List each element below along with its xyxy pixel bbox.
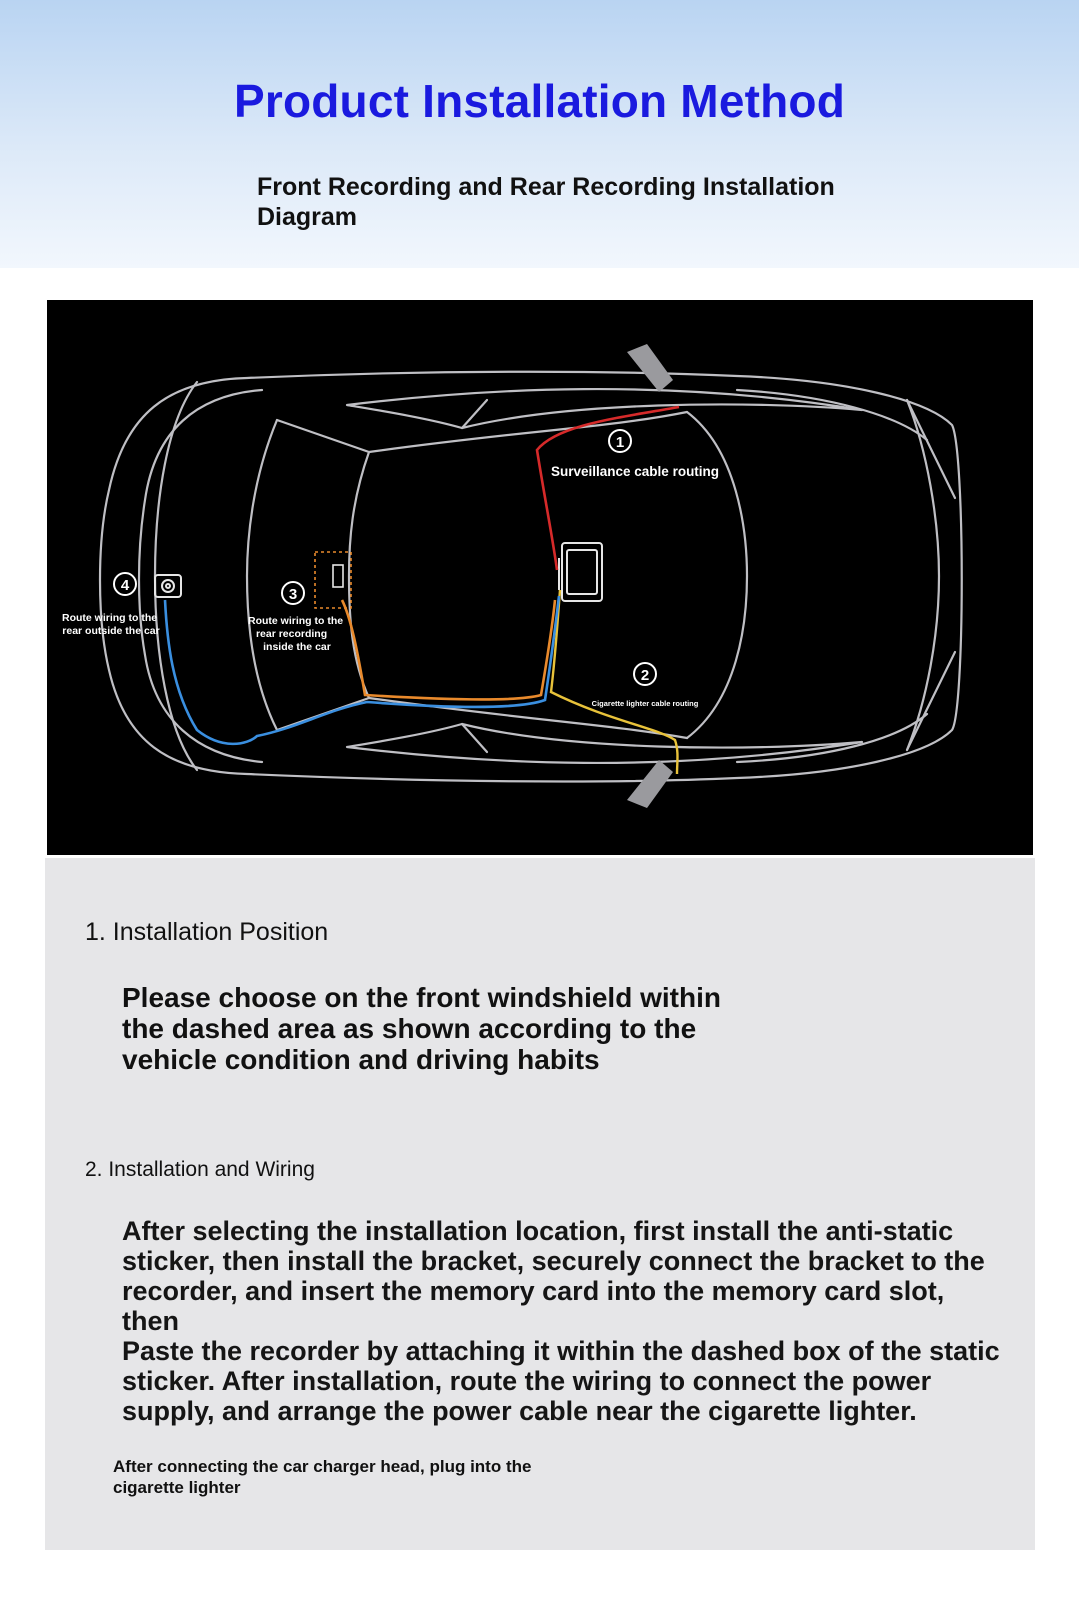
svg-text:2: 2: [640, 667, 650, 684]
svg-text:3: 3: [288, 586, 298, 603]
rear-inside-camera-icon: [333, 565, 343, 587]
rear-outside-camera-icon: [155, 575, 181, 597]
step-3-marker: [282, 582, 304, 604]
section-1-text: Please choose on the front windshield within the dashed area as shown according to the vehicle condition and driving habits: [122, 982, 721, 1075]
step-2-marker: [634, 663, 656, 685]
cable-rear-inside-orange: [342, 600, 555, 700]
step-2-label: Cigarette lighter cable routing: [591, 699, 699, 708]
section-2-text-a: After selecting the installation location, first install the anti-static sticker, then install the bracket, securely connect the bracket to the recorder, and insert the memory card into the memory card slot, then: [122, 1216, 985, 1336]
mirror-bottom-icon: [627, 760, 673, 808]
step-1-marker: [609, 430, 631, 452]
installation-diagram: [47, 300, 1033, 855]
section-1-heading: 1. Installation Position: [85, 918, 329, 946]
mirror-top-icon: [627, 344, 673, 392]
diagram-subtitle: Front Recording and Rear Recording Installation Diagram: [257, 173, 835, 231]
step-3-label: Route wiring to the rear recording inside the car: [248, 615, 344, 653]
instructions-panel: [45, 858, 1035, 1550]
page-title: Product Installation Method: [233, 75, 846, 127]
step-4-label: Route wiring to the rear outside the car: [62, 612, 160, 637]
car-wiring-svg: [47, 300, 1033, 855]
section-2-text-b: Paste the recorder by attaching it within the dashed box of the static sticker. After installation, route the wiring to connect the power supply, and arrange the power cable near the cigarette lighter.: [122, 1336, 1000, 1426]
dashcam-icon: [559, 543, 602, 601]
cable-rear-outside-blue: [165, 596, 559, 744]
svg-text:4: 4: [120, 577, 130, 594]
section-2-heading: 2. Installation and Wiring: [85, 1158, 315, 1181]
page-header: [0, 0, 1079, 268]
car-outline: [100, 372, 962, 782]
step-4-marker: [114, 573, 136, 595]
cable-surveillance-red: [537, 407, 679, 570]
charger-note: After connecting the car charger head, plug into the cigarette lighter: [113, 1457, 532, 1497]
svg-text:1: 1: [615, 434, 625, 451]
step-1-label: Surveillance cable routing: [551, 464, 720, 479]
